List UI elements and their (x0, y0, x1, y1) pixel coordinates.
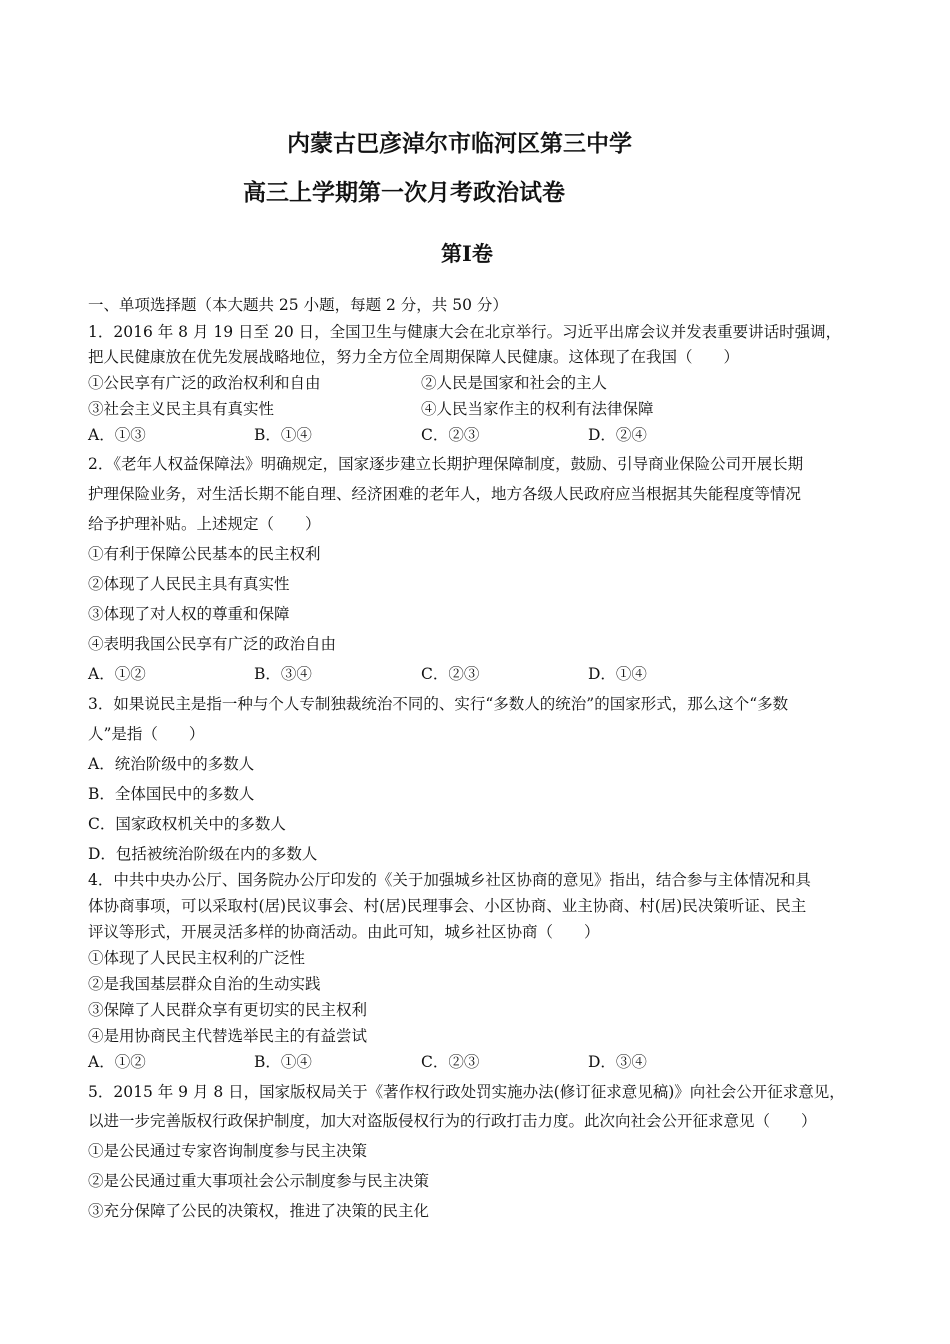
q2-item: ①有利于保障公民基本的民主权利 (88, 545, 321, 563)
q4-item: ②是我国基层群众自治的生动实践 (88, 975, 321, 993)
q5-item: ③充分保障了公民的决策权，推进了决策的民主化 (88, 1202, 430, 1220)
q3-choice-c: C．国家政权机关中的多数人 (88, 815, 286, 833)
q1-item: ①公民享有广泛的政治权利和自由 (88, 374, 321, 392)
q1-choice-a: A．①③ (88, 426, 146, 444)
q1-choice-b: B．①④ (254, 426, 312, 444)
school-title: 内蒙古巴彦淖尔市临河区第三中学 (287, 130, 632, 157)
q1-stem-line: 1．2016 年 8 月 19 日至 20 日，全国卫生与健康大会在北京举行。习近平出席会议并发表重要讲话时强调， (88, 323, 842, 341)
q1-item: ③社会主义民主具有真实性 (88, 400, 275, 418)
q5-stem-line: 5．2015 年 9 月 8 日，国家版权局关于《著作权行政处罚实施办法(修订征求意见稿)》向社会公开征求意见， (88, 1083, 845, 1101)
q4-choice-d: D．③④ (588, 1053, 647, 1071)
q2-choice-a: A．①② (88, 665, 146, 683)
q4-item: ④是用协商民主代替选举民主的有益尝试 (88, 1027, 368, 1045)
q1-choice-c: C．②③ (421, 426, 480, 444)
q3-choice-b: B．全体国民中的多数人 (88, 785, 255, 803)
volume-title: 第Ⅰ卷 (441, 241, 493, 266)
q2-choice-c: C．②③ (421, 665, 480, 683)
q2-item: ③体现了对人权的尊重和保障 (88, 605, 290, 623)
q2-choice-b: B．③④ (254, 665, 312, 683)
q4-stem-line: 评议等形式，开展灵活多样的协商活动。由此可知，城乡社区协商（ ） (88, 923, 600, 941)
q1-stem-line: 把人民健康放在优先发展战略地位，努力全方位全周期保障人民健康。这体现了在我国（ ） (88, 348, 740, 366)
q1-item: ②人民是国家和社会的主人 (421, 374, 608, 392)
q2-stem-line: 护理保险业务，对生活长期不能自理、经济困难的老年人，地方各级人民政府应当根据其失能程度等情况 (88, 485, 802, 503)
q1-choice-d: D．②④ (588, 426, 647, 444)
q2-item: ②体现了人民民主具有真实性 (88, 575, 290, 593)
q3-stem-line: 人”是指（ ） (88, 725, 205, 743)
section-heading: 一、单项选择题（本大题共 25 小题，每题 2 分，共 50 分） (88, 296, 508, 314)
q3-choice-d: D．包括被统治阶级在内的多数人 (88, 845, 318, 863)
q5-item: ①是公民通过专家咨询制度参与民主决策 (88, 1142, 368, 1160)
q1-item: ④人民当家作主的权利有法律保障 (421, 400, 654, 418)
q5-stem-line: 以进一步完善版权行政保护制度，加大对盗版侵权行为的行政打击力度。此次向社会公开征求意见（ ） (88, 1112, 817, 1130)
q4-choice-a: A．①② (88, 1053, 146, 1071)
q3-choice-a: A．统治阶级中的多数人 (88, 755, 255, 773)
q2-stem-line: 2．《老年人权益保障法》明确规定，国家逐步建立长期护理保障制度，鼓励、引导商业保险公司开展长期 (88, 455, 804, 473)
q2-item: ④表明我国公民享有广泛的政治自由 (88, 635, 337, 653)
q5-item: ②是公民通过重大事项社会公示制度参与民主决策 (88, 1172, 430, 1190)
exam-title: 高三上学期第一次月考政治试卷 (243, 179, 565, 206)
q3-stem-line: 3．如果说民主是指一种与个人专制独裁统治不同的、实行“多数人的统治”的国家形式，那么这个“多数 (88, 695, 789, 713)
q2-stem-line: 给予护理补贴。上述规定（ ） (88, 515, 321, 533)
q4-choice-b: B．①④ (254, 1053, 312, 1071)
q4-stem-line: 4．中共中央办公厅、国务院办公厅印发的《关于加强城乡社区协商的意见》指出，结合参与主体情况和具 (88, 871, 811, 889)
q4-item: ①体现了人民民主权利的广泛性 (88, 949, 306, 967)
q2-choice-d: D．①④ (588, 665, 647, 683)
q4-item: ③保障了人民群众享有更切实的民主权利 (88, 1001, 368, 1019)
q4-choice-c: C．②③ (421, 1053, 480, 1071)
q4-stem-line: 体协商事项，可以采取村(居)民议事会、村(居)民理事会、小区协商、业主协商、村(居)民决策听证、民主 (88, 897, 807, 915)
